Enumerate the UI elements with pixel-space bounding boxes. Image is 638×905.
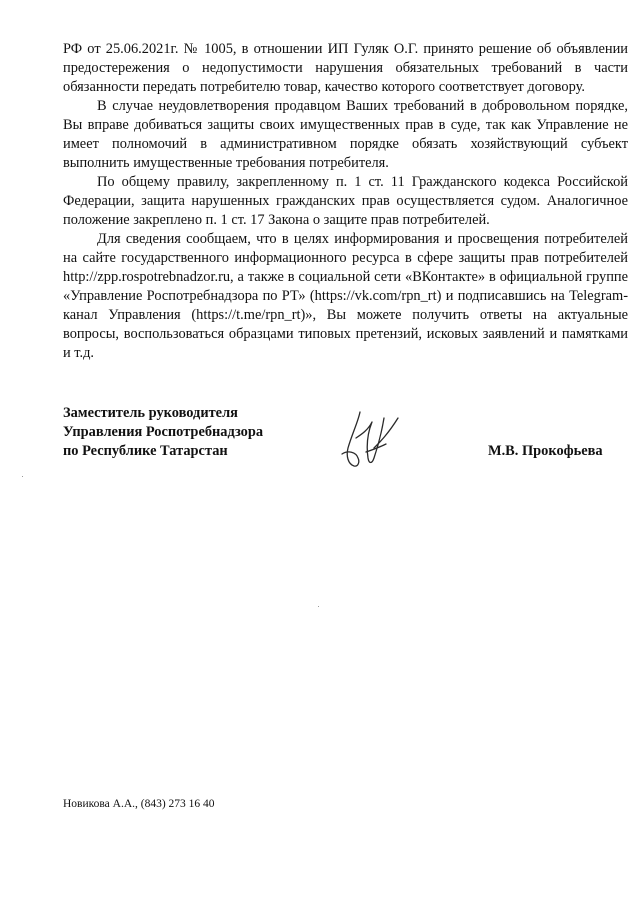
scan-speck — [22, 476, 23, 477]
letter-body — [63, 40, 628, 363]
paragraph-legal-basis: По общему правилу, закрепленному п. 1 ст. 11 Гражданского кодекса Российской Федерации, защита нарушенных гражданских прав осуществляется судом. Аналогичное положение закреплено п. 1 ст. 17 Закона о защите прав потребителей. — [63, 174, 628, 228]
handwritten-signature — [338, 408, 408, 472]
scan-speck — [318, 606, 319, 607]
signatory-name: М.В. Прокофьева — [488, 443, 603, 459]
paragraph-decision: РФ от 25.06.2021г. № 1005, в отношении ИП Гуляк О.Г. принято решение об объявлении предостережения о недопустимости нарушения обязательных требований в части обязанности передать потребителю товар, качество которого соответствует договору. — [63, 41, 628, 95]
paragraph-information-resources: Для сведения сообщаем, что в целях информирования и просвещения потребителей на сайте государственного информационного ресурса в сфере защиты прав потребителей http://zpp.rospotrebnadzor.ru, а также в социальной сети «ВКонтакте» в официальной группе «Управление Роспотребнадзора по РТ» (https://vk.com/rpn_rt) и подписавшись на Telegram-канал Управления (https://t.me/rpn_rt)», Вы можете получить ответы на актуальные вопросы, воспользоваться образцами типовых претензий, исковых заявлений и памятками и т.д. — [63, 231, 628, 361]
executor-contact: Новикова А.А., (843) 273 16 40 — [63, 798, 215, 810]
paragraph-court-rights: В случае неудовлетворения продавцом Ваших требований в добровольном порядке, Вы вправе добиваться защиты своих имущественных прав в суде, так как Управление не имеет полномочий в административном порядке обязать хозяйствующий субъект выполнить имущественные требования потребителя. — [63, 98, 628, 171]
position-line-3: по Республике Татарстан — [63, 443, 228, 459]
signatory-position — [63, 404, 263, 461]
position-line-1: Заместитель руководителя — [63, 405, 238, 421]
position-line-2: Управления Роспотребнадзора — [63, 424, 264, 440]
